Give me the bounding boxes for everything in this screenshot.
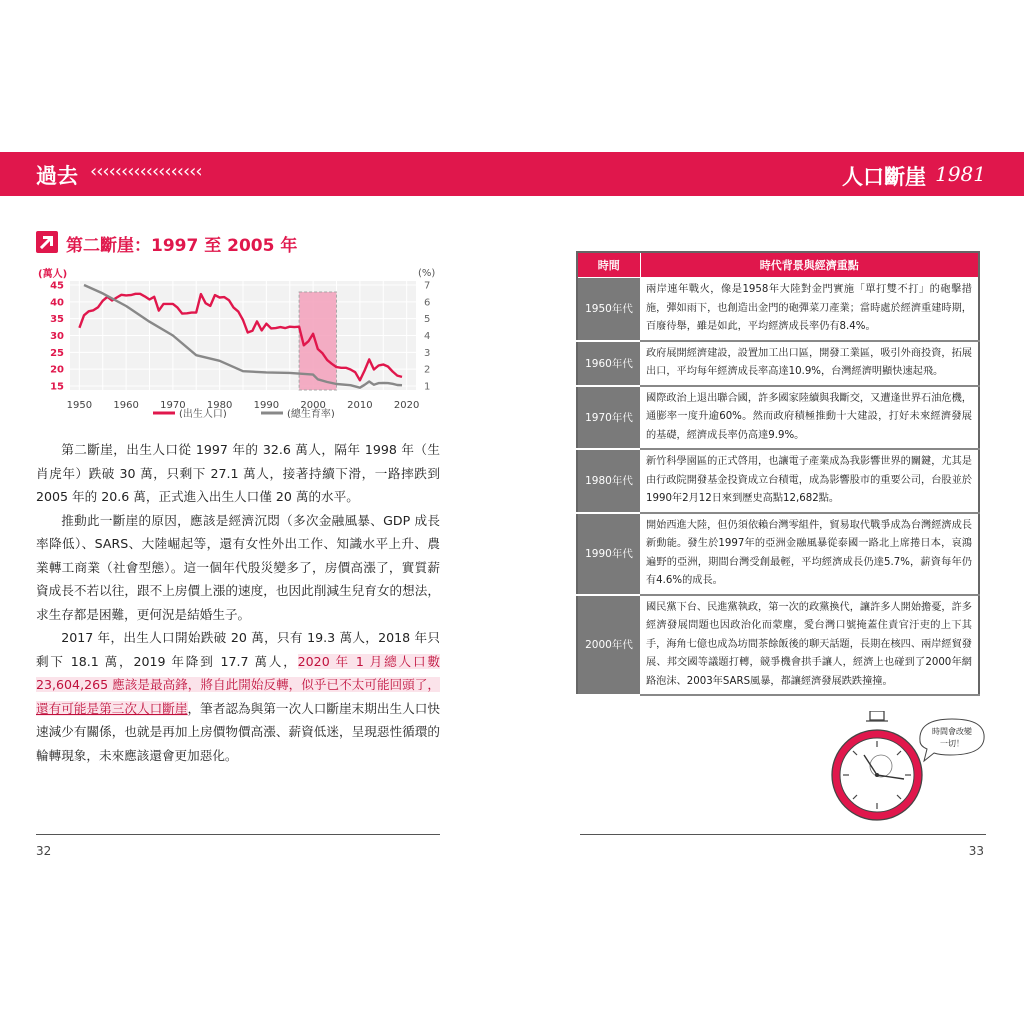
right-axis-tick-label: 7 bbox=[424, 280, 431, 292]
x-axis-tick-label: 1950 bbox=[66, 400, 93, 411]
chapter-year: 1981 bbox=[935, 162, 986, 186]
x-axis-tick-label: 2000 bbox=[300, 400, 326, 411]
page-number-left: 32 bbox=[36, 844, 52, 858]
right-axis-tick-label: 2 bbox=[424, 364, 431, 376]
paragraph-3-start: 2017 年，出生人口開始跌破 20 萬，只有 19.3 萬人，2018 年只剩下 18.1 萬，2019 年降到 17.7 萬人， bbox=[36, 630, 440, 669]
left-axis-tick-label: 25 bbox=[50, 347, 64, 359]
left-axis-unit: (萬人) bbox=[38, 269, 68, 280]
right-axis-tick-label: 1 bbox=[424, 381, 431, 393]
x-axis-tick-label: 1970 bbox=[160, 400, 186, 411]
body-text bbox=[36, 438, 440, 767]
left-axis-tick-label: 40 bbox=[50, 297, 64, 309]
highlight-peak-population: 2020 年 1 月總人口數 23,604,265 應該是最高鋒，將自此開始反轉，似乎已不太可能回頭了， bbox=[36, 653, 440, 692]
x-axis-tick-label: 2020 bbox=[393, 400, 420, 411]
chevron-decoration: ‹‹‹‹‹‹‹‹‹‹‹‹‹‹‹‹‹‹ bbox=[90, 161, 202, 182]
highlight-band-1997-2005 bbox=[299, 292, 336, 390]
paragraph-3-end: ，筆者認為與第一次人口斷崖末期出生人口快速減少有關係，也就是再加上房價物價高漲、薪資低迷，呈現惡性循環的輪轉現象，未來應該還會更加惡化。 bbox=[36, 700, 441, 763]
legend-label: (出生人口) bbox=[179, 409, 227, 418]
table-header-background: 時代背景與經濟重點 bbox=[640, 252, 979, 278]
x-axis-tick-label: 1960 bbox=[113, 400, 139, 411]
table-row bbox=[577, 449, 979, 513]
era-description: 新竹科學園區的正式啓用，也讓電子產業成為我影響世界的關鍵，尤其是由行政院開發基金投資成立台積電，成為影響股市的重要公司，台股並於1990年2月12日來到歷史高點12,682點。 bbox=[640, 449, 979, 513]
table-row bbox=[577, 595, 979, 696]
right-axis-tick-label: 5 bbox=[424, 314, 431, 326]
era-label: 1990年代 bbox=[577, 513, 640, 595]
era-description: 國民黨下台、民進黨執政，第一次的政黨換代，讓許多人開始擔憂，許多經濟發展問題也因政治化而蒙塵，愛台灣口號掩蓋住責官汙吏的上下其手，海角七億也成為坊間茶餘飯後的聊天話題，長期在核四、兩岸經貿發展、邦交國等議題打轉，競爭機會拱手讓人，經濟上也碰到了2000年網路泡沫、2003年SARS風暴，都讓經濟發展跌跌撞撞。 bbox=[640, 595, 979, 696]
era-description: 兩岸連年戰火，像是1958年大陸對金門實施「單打雙不打」的砲擊措施，彈如雨下，也創造出金門的砲彈菜刀產業；當時處於經濟重建時期，百廢待舉，雖是如此，平均經濟成長率仍有8.4%。 bbox=[640, 278, 979, 341]
left-axis-tick-label: 15 bbox=[50, 381, 64, 393]
chart-legend bbox=[153, 407, 335, 418]
chapter-left-title: 過去 bbox=[36, 164, 78, 188]
footer-rule-left bbox=[36, 834, 440, 835]
chapter-banner bbox=[0, 152, 1024, 196]
era-description: 開始西進大陸，但仍須依賴台灣零組件，貿易取代戰爭成為台灣經濟成長新動能。發生於1997年的亞洲金融風暴從泰國一路北上席捲日本，哀鴻遍野的亞洲，期間台灣受創最輕，平均經濟成長仍達5.7%，薪資每年仍有4.6%的成長。 bbox=[640, 513, 979, 595]
left-axis-tick-label: 35 bbox=[50, 314, 64, 326]
era-label: 1980年代 bbox=[577, 449, 640, 513]
table-header-row bbox=[577, 252, 979, 278]
left-axis-tick-label: 45 bbox=[50, 280, 64, 292]
birth-chart bbox=[36, 264, 446, 418]
right-axis-tick-label: 3 bbox=[424, 347, 431, 359]
stopwatch-icon bbox=[826, 711, 996, 831]
table-header-time: 時間 bbox=[577, 252, 640, 278]
table-row bbox=[577, 278, 979, 341]
paragraph-1: 第二斷崖，出生人口從 1997 年的 32.6 萬人，隔年 1998 年（生肖虎年）跌破 30 萬，只剩下 27.1 萬人，接著持續下滑，一路摔跌到 2005 年的 20.6 萬，正式進入出生人口僅 20 萬的水平。 bbox=[36, 442, 440, 504]
speech-bubble-line1: 時間會改變 bbox=[932, 727, 972, 736]
left-axis-tick-label: 20 bbox=[50, 364, 64, 376]
section-title: 第二斷崖：1997 至 2005 年 bbox=[66, 236, 298, 256]
right-axis-unit: (%) bbox=[418, 268, 436, 279]
era-table bbox=[576, 251, 980, 696]
birth-chart-svg bbox=[36, 264, 446, 418]
table-row bbox=[577, 513, 979, 595]
left-axis-tick-label: 30 bbox=[50, 331, 64, 342]
era-label: 1950年代 bbox=[577, 278, 640, 341]
chapter-right-title: 人口斷崖 bbox=[842, 165, 926, 189]
page-number-right: 33 bbox=[968, 844, 984, 858]
era-description: 政府展開經濟建設，設置加工出口區，開發工業區，吸引外商投資，拓展出口，平均每年經濟成長率高達10.9%，台灣經濟明顯快速起飛。 bbox=[640, 341, 979, 386]
x-axis-tick-label: 2010 bbox=[347, 400, 373, 411]
table-row bbox=[577, 386, 979, 450]
stopwatch-illustration bbox=[826, 711, 996, 831]
right-axis-tick-label: 6 bbox=[424, 297, 431, 309]
x-axis-tick-label: 1980 bbox=[206, 400, 233, 411]
legend-label: (總生育率) bbox=[287, 409, 335, 418]
era-label: 1970年代 bbox=[577, 386, 640, 450]
arrow-up-right-icon bbox=[36, 231, 58, 253]
era-description: 國際政治上退出聯合國，許多國家陸續與我斷交，又遭逢世界石油危機，通膨率一度升逾60%。然而政府積極推動十大建設，打好未來經濟發展的基礎，經濟成長率仍高達9.9%。 bbox=[640, 386, 979, 450]
highlight-third-cliff: 還有可能是第三次人口斷崖 bbox=[36, 700, 188, 716]
speech-bubble-line2: 一切！ bbox=[940, 739, 964, 748]
era-label: 2000年代 bbox=[577, 595, 640, 696]
right-axis-tick-label: 4 bbox=[424, 331, 431, 342]
footer-rule-right bbox=[580, 834, 986, 835]
paragraph-2: 推動此一斷崖的原因，應該是經濟沉悶（多次金融風暴、GDP 成長率降低）、SARS、大陸崛起等，還有女性外出工作、知識水平上升、農業轉工商業（社會型態）。這一個年代殷災變多了，房價高漲了，實質薪資成長不若以往，跟不上房價上漲的速度，也因此削減生兒育女的想法，求生存都是困難，更何況是結婚生子。 bbox=[36, 512, 440, 622]
era-label: 1960年代 bbox=[577, 341, 640, 386]
x-axis-tick-label: 1990 bbox=[253, 400, 280, 411]
paragraph-3 bbox=[36, 626, 440, 767]
table-row bbox=[577, 341, 979, 386]
